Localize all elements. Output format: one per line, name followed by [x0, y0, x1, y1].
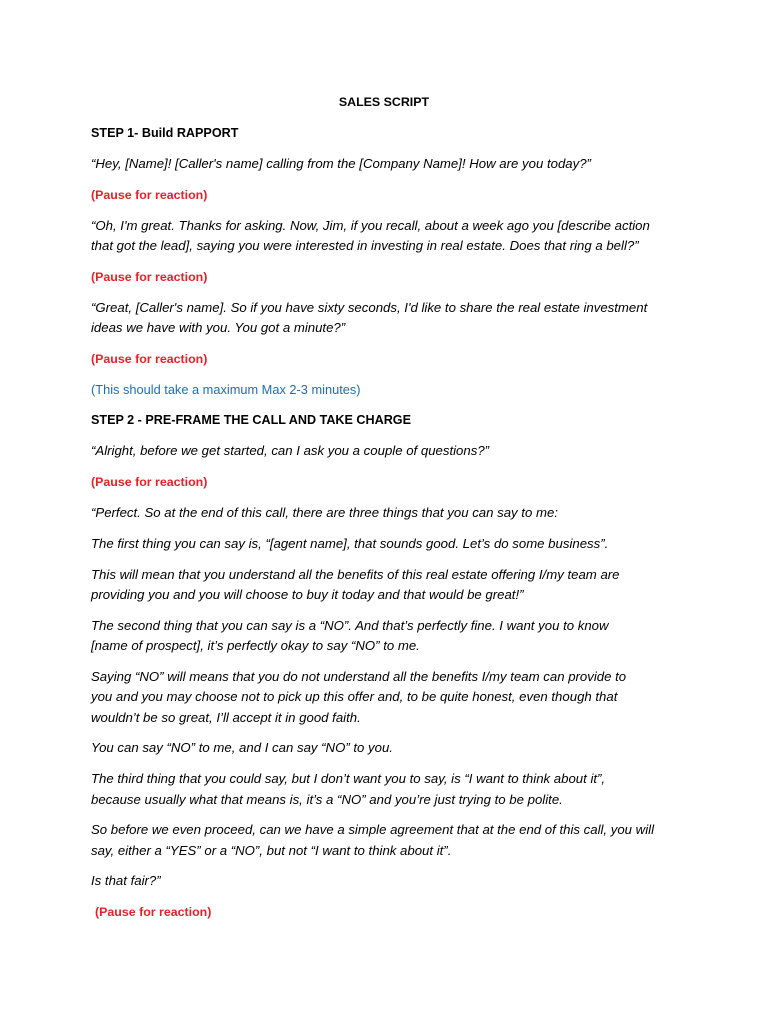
script-paragraph: providing you and you will choose to buy it today and that would be great!” — [91, 587, 524, 602]
script-paragraph: “Perfect. So at the end of this call, there are three things that you can say to me: — [91, 505, 558, 520]
script-paragraph: Saying “NO” will means that you do not understand all the benefits I/my team can provide to — [91, 669, 627, 684]
script-paragraph: This will mean that you understand all the benefits of this real estate offering I/my team are — [91, 567, 620, 582]
pause-note: (Pause for reaction) — [91, 352, 208, 366]
script-paragraph: because usually what that means is, it’s a “NO” and you’re just trying to be polite. — [91, 792, 563, 807]
step2-heading: STEP 2 - PRE-FRAME THE CALL AND TAKE CHARGE — [91, 413, 411, 427]
script-paragraph: “Hey, [Name]! [Caller's name] calling from the [Company Name]! How are you today?” — [91, 156, 591, 171]
pause-note: (Pause for reaction) — [91, 475, 208, 489]
script-paragraph: “Oh, I'm great. Thanks for asking. Now, Jim, if you recall, about a week ago you [describe action — [91, 218, 650, 233]
script-paragraph: wouldn’t be so great, I’ll accept it in good faith. — [91, 710, 361, 725]
step1-heading: STEP 1- Build RAPPORT — [91, 126, 239, 140]
script-paragraph: ideas we have with you. You got a minute?” — [91, 320, 346, 335]
script-paragraph: “Alright, before we get started, can I ask you a couple of questions?” — [91, 443, 490, 458]
script-paragraph: You can say “NO” to me, and I can say “NO” to you. — [91, 740, 393, 755]
script-paragraph: “Great, [Caller's name]. So if you have sixty seconds, I'd like to share the real estate investment — [91, 300, 648, 315]
script-paragraph: you and you may choose not to pick up this offer and, to be quite honest, even though that — [91, 689, 618, 704]
script-paragraph: Is that fair?” — [91, 873, 161, 888]
script-paragraph: So before we even proceed, can we have a simple agreement that at the end of this call, you will — [91, 822, 654, 837]
script-paragraph: [name of prospect], it’s perfectly okay to say “NO” to me. — [91, 638, 420, 653]
script-paragraph: The third thing that you could say, but I don’t want you to say, is “I want to think about it”, — [91, 771, 606, 786]
timing-note: (This should take a maximum Max 2-3 minutes) — [91, 382, 361, 397]
pause-note: (Pause for reaction) — [91, 188, 208, 202]
script-paragraph: say, either a “YES” or a “NO”, but not “I want to think about it”. — [91, 843, 452, 858]
pause-note: (Pause for reaction) — [95, 905, 212, 919]
script-paragraph: The second thing that you can say is a “NO”. And that’s perfectly fine. I want you to know — [91, 618, 609, 633]
pause-note: (Pause for reaction) — [91, 270, 208, 284]
script-paragraph: The first thing you can say is, “[agent name], that sounds good. Let’s do some business”. — [91, 536, 609, 551]
script-paragraph: that got the lead], saying you were interested in investing in real estate. Does that ring a bell?” — [91, 238, 639, 253]
document-title: SALES SCRIPT — [338, 95, 430, 109]
